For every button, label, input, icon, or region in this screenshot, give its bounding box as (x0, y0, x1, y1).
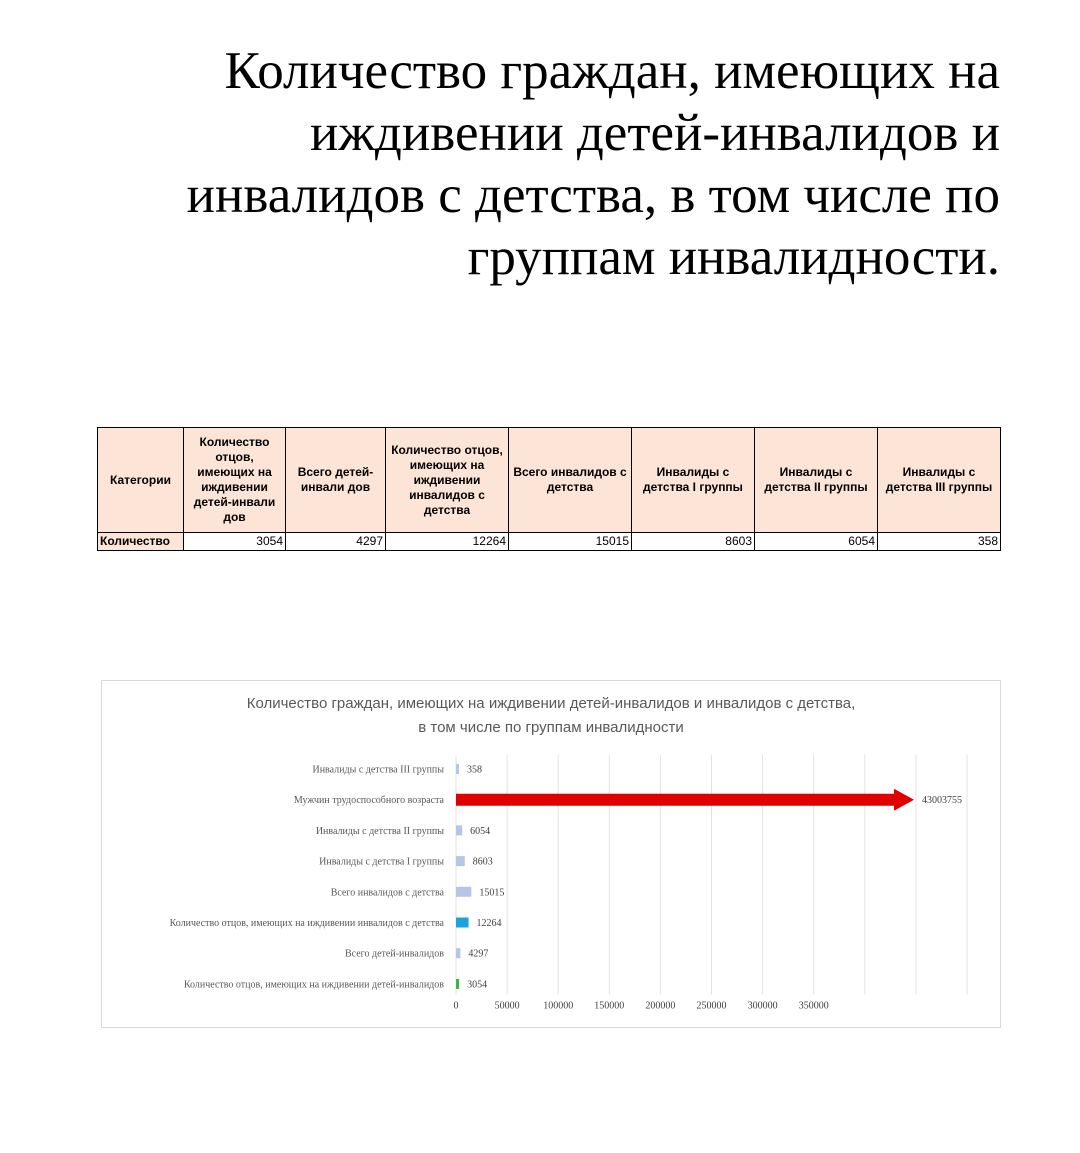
data-label: 6054 (470, 825, 491, 837)
title-line-4: группам инвалидности. (467, 228, 1000, 286)
bar (456, 856, 465, 866)
bar (456, 979, 459, 989)
x-tick-label: 0 (453, 1000, 459, 1012)
table-cell: 12264 (386, 533, 509, 551)
table-header: Инвалиды с детства II группы (755, 428, 878, 533)
title-line-1: Количество граждан, имеющих на (224, 42, 1000, 100)
bar-chart (101, 680, 1001, 1028)
table-cell: 3054 (184, 533, 286, 551)
bar (456, 918, 469, 928)
bar (456, 764, 459, 774)
data-label: 358 (467, 764, 482, 776)
table-row (98, 533, 1001, 551)
x-tick-label: 350000 (798, 1000, 829, 1012)
data-label: 8603 (472, 856, 493, 868)
table-header: Категории (98, 428, 184, 533)
data-label: 4297 (468, 948, 489, 960)
data-table (97, 427, 1001, 551)
x-tick-label: 300000 (747, 1000, 778, 1012)
page-title (140, 40, 1000, 288)
data-label: 3054 (467, 979, 488, 991)
table-header: Количество отцов, имеющих на иждивении инвалидов с детства (386, 428, 509, 533)
table-cell: 6054 (755, 533, 878, 551)
table-cell: 15015 (509, 533, 632, 551)
bar (456, 887, 471, 897)
x-tick-label: 50000 (494, 1000, 520, 1012)
data-label: 12264 (476, 918, 502, 929)
x-tick-label: 100000 (543, 1000, 574, 1012)
x-tick-label: 150000 (594, 1000, 625, 1012)
category-label: Всего детей-инвалидов (344, 948, 444, 960)
title-line-2: иждивении детей-инвалидов и (309, 104, 1000, 162)
table-header: Инвалиды с детства I группы (632, 428, 755, 533)
bar (456, 825, 462, 835)
category-label: Количество отцов, имеющих на иждивении инвалидов с детства (169, 918, 444, 929)
bar-arrow (456, 789, 914, 811)
table-header: Инвалиды с детства III группы (878, 428, 1001, 533)
x-tick-label: 200000 (645, 1000, 676, 1012)
chart-title-line-2: в том числе по группам инвалидности (418, 719, 684, 736)
data-label: 15015 (479, 887, 505, 899)
title-line-3: инвалидов с детства, в том числе по (186, 166, 1000, 224)
bar (456, 948, 460, 958)
category-label: Всего инвалидов с детства (330, 887, 444, 899)
table-row-label: Количество (98, 533, 184, 551)
chart-canvas (102, 681, 1000, 1027)
table-cell: 8603 (632, 533, 755, 551)
x-tick-label: 250000 (696, 1000, 727, 1012)
chart-title: Количество граждан, имеющих на иждивении детей-инвалидов и инвалидов с детства, (246, 695, 856, 712)
category-label: Мужчин трудоспособного возраста (293, 795, 444, 807)
table-header: Всего инвалидов с детства (509, 428, 632, 533)
data-label: 43003755 (922, 795, 962, 807)
table-header-row (98, 428, 1001, 533)
category-label: Инвалиды с детства II группы (315, 825, 444, 837)
table-cell: 358 (878, 533, 1001, 551)
table-cell: 4297 (286, 533, 386, 551)
category-label: Количество отцов, имеющих на иждивении детей-инвалидов (183, 979, 444, 991)
table-header: Всего детей-инвали дов (286, 428, 386, 533)
category-label: Инвалиды с детства III группы (312, 764, 444, 776)
table-header: Количество отцов, имеющих на иждивении детей-инвали дов (184, 428, 286, 533)
category-label: Инвалиды с детства I группы (319, 856, 444, 868)
